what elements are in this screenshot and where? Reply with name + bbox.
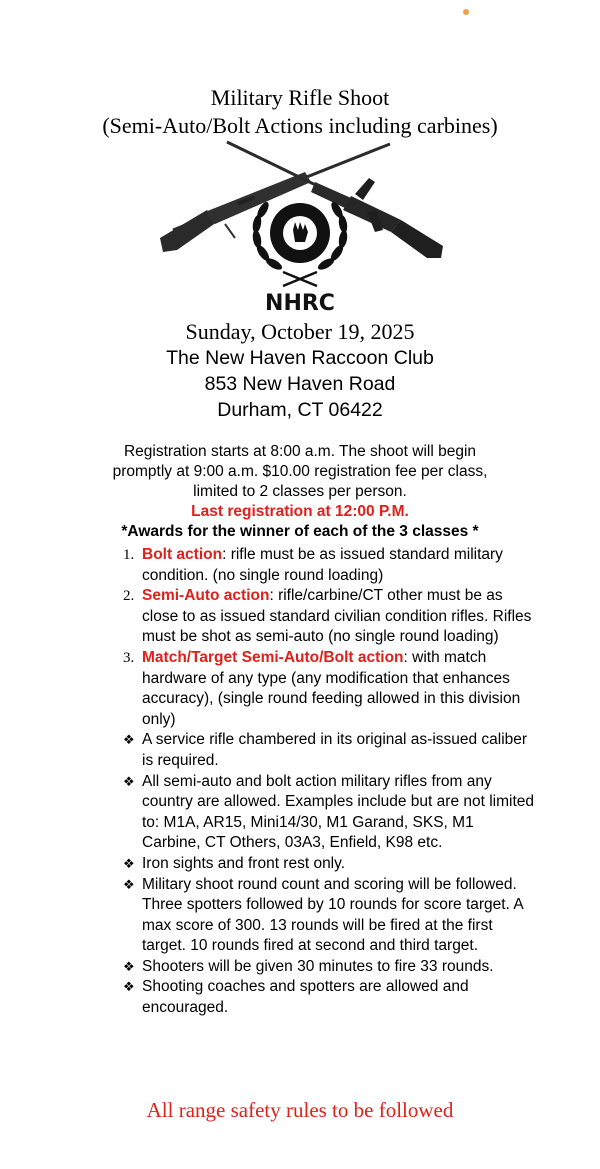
- class-name: Match/Target Semi-Auto/Bolt action: [142, 648, 404, 666]
- rule-text: Shooting coaches and spotters are allowed and encouraged.: [142, 978, 469, 1017]
- rule-text: Iron sights and front rest only.: [142, 854, 346, 872]
- diamond-bullet-icon: ❖: [123, 773, 135, 789]
- rule-text: Military shoot round count and scoring will be followed. Three spotters followed by 10 rounds for score target. A max score of 300. 13 rounds will be fired at the first target. 10 rounds fired at second and third target.: [142, 875, 523, 955]
- diamond-bullet-icon: ❖: [123, 958, 135, 974]
- page-title: Military Rifle Shoot: [210, 85, 390, 110]
- last-registration: Last registration at 12:00 P.M.: [191, 503, 409, 520]
- page-subtitle: (Semi-Auto/Bolt Actions including carbines): [102, 113, 498, 138]
- rule-item: [0, 977, 534, 1018]
- safety-footer: All range safety rules to be followed: [146, 1098, 454, 1122]
- rule-text: A service rifle chambered in its original as-issued caliber is required.: [142, 731, 528, 769]
- logo-text: NHRC: [265, 291, 335, 316]
- class-description: : rifle/carbine/CT other must be as close to as issued standard civilian condition rifles. Rifles must be shot as semi-auto (no single round loading): [142, 587, 532, 646]
- registration-line: limited to 2 classes per person.: [193, 483, 407, 500]
- rule-text: All semi-auto and bolt action military rifles from any country are allowed. Examples include but are not limited to: M1A, AR15, Mini14/30, M1 Garand, SKS, M1 Carbine, CT Others, 03A3, Enfield, K98 etc.: [142, 772, 535, 852]
- rule-item: [0, 772, 534, 854]
- registration-info: [60, 442, 540, 522]
- registration-line: promptly at 9:00 a.m. $10.00 registration fee per class,: [112, 463, 488, 480]
- diamond-bullet-icon: ❖: [123, 876, 135, 892]
- class-item: [0, 648, 534, 730]
- event-city: Durham, CT 06422: [217, 399, 383, 421]
- notification-dot: [463, 9, 469, 15]
- registration-line: Registration starts at 8:00 a.m. The shoot will begin: [123, 443, 477, 460]
- diamond-bullet-icon: ❖: [123, 979, 135, 995]
- raccoon-emblem-icon: [270, 203, 330, 263]
- event-street: 853 New Haven Road: [204, 373, 396, 395]
- rule-item: [0, 730, 534, 771]
- class-description: : with match hardware of any type (any modification that enhances accuracy), (single round feeding allowed in this division only): [142, 648, 521, 728]
- class-name: Semi-Auto action: [142, 587, 270, 605]
- rule-text: Shooters will be given 30 minutes to fire 33 rounds.: [142, 957, 494, 975]
- rule-item: [0, 875, 534, 957]
- class-item: [0, 545, 534, 586]
- rule-item: [0, 854, 534, 875]
- rules-list: [0, 545, 600, 1019]
- awards-heading: *Awards for the winner of each of the 3 classes *: [121, 523, 479, 540]
- diamond-bullet-icon: ❖: [123, 855, 135, 871]
- class-number: 2.: [123, 588, 135, 605]
- event-date: Sunday, October 19, 2025: [185, 319, 415, 344]
- club-logo: [155, 138, 445, 318]
- class-item: [0, 586, 534, 648]
- class-number: 3.: [123, 649, 135, 666]
- class-description: : rifle must be as issued standard military condition. (no single round loading): [142, 546, 503, 584]
- event-venue: The New Haven Raccoon Club: [166, 347, 434, 369]
- class-number: 1.: [123, 547, 135, 563]
- rule-item: [0, 957, 534, 978]
- diamond-bullet-icon: ❖: [123, 732, 135, 748]
- class-name: Bolt action: [142, 546, 223, 563]
